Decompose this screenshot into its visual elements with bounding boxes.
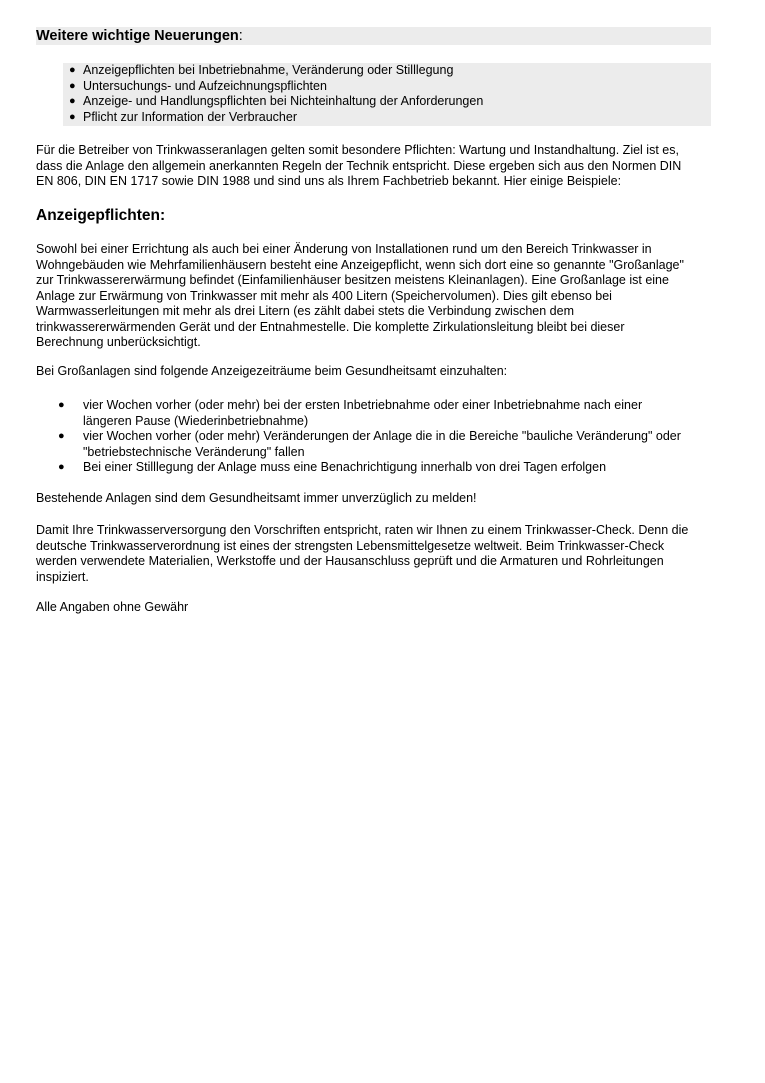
bullet-icon: ● <box>58 461 65 473</box>
page-heading-colon: : <box>238 28 243 44</box>
list-item: ● Bei einer Stilllegung der Anlage muss eine Benachrichtigung innerhalb von drei Tagen erfolgen <box>58 460 607 474</box>
list-item: ● Untersuchungs- und Aufzeichnungspflichten <box>69 78 327 93</box>
periods-list <box>36 398 716 476</box>
list-item: ● Anzeige- und Handlungspflichten bei Nichteinhaltung der Anforderungen <box>69 94 484 108</box>
list-item: ● Anzeigepflichten bei Inbetriebnahme, Veränderung oder Stilllegung <box>69 63 454 77</box>
section-title: Anzeigepflichten: <box>36 207 166 224</box>
bullet-icon: ● <box>58 430 65 442</box>
intro-paragraph: Für die Betreiber von Trinkwasseranlagen gelten somit besondere Pflichten: Wartung und Instandhaltung. Ziel ist es, dass die Anlage den allgemein anerkannten Regeln der Technik entspricht. Diese ergeben sich aus den Normen DIN EN 806, DIN EN 1717 sowie DIN 1988 und sind uns als Ihrem Fachbetrieb bekannt. Hier einige Beispiele: <box>36 143 682 188</box>
disclaimer: Alle Angaben ohne Gewähr <box>36 600 189 614</box>
bullet-icon: ● <box>69 64 76 76</box>
page-heading <box>36 27 711 45</box>
list-item: ● vier Wochen vorher (oder mehr) Veränderungen der Anlage die in die Bereiche "bauliche Veränderung" oder "betriebstechnische Veränderung" fallen <box>58 429 681 459</box>
page-heading-text: Weitere wichtige Neuerungen <box>36 28 239 44</box>
section-paragraph: Sowohl bei einer Errichtung als auch bei einer Änderung von Installationen rund um den Bereich Trinkwasser in Wohngebäuden wie Mehrfamilienhäusern besteht eine Anzeigepflicht, wenn sich dort eine so genannte "Großanlage" zur Trinkwassererwärmung befindet (Einfamilienhäuser besitzen meistens Kleinanlagen). Eine Großanlage ist eine Anlage zur Erwärmung von Trinkwasser mit mehr als 400 Litern (Speichervolumen). Dies gilt ebenso bei Warmwasserleitungen mit mehr als drei Litern (es zählt dabei stets die Verbindung zwischen dem trinkwassererwärmenden Gerät und der Entnahmestelle. Die komplette Zirkulationsleitung bleibt bei dieser Berechnung unberücksichtigt. <box>36 242 684 349</box>
check-paragraph: Damit Ihre Trinkwasserversorgung den Vorschriften entspricht, raten wir Ihnen zu einem Trinkwasser-Check. Denn die deutsche Trinkwasserverordnung ist eines der strengsten Lebensmittelgesetze weltweit. Beim Trinkwasser-Check werden verwendete Materialien, Werkstoffe und der Hausanschluss geprüft und die Armaturen und Rohrleitungen inspiziert. <box>36 523 689 584</box>
list-item: ● Pflicht zur Information der Verbraucher <box>69 109 297 124</box>
existing-note: Bestehende Anlagen sind dem Gesundheitsamt immer unverzüglich zu melden! <box>36 491 477 505</box>
bullet-icon: ● <box>69 110 76 123</box>
periods-intro: Bei Großanlagen sind folgende Anzeigezeiträume beim Gesundheitsamt einzuhalten: <box>36 364 508 378</box>
bullet-icon: ● <box>69 95 76 107</box>
bullet-icon: ● <box>69 79 76 92</box>
summary-list <box>63 63 711 126</box>
bullet-icon: ● <box>58 399 65 411</box>
list-item: ● vier Wochen vorher (oder mehr) bei der ersten Inbetriebnahme oder einer Inbetriebnahme nach einer längeren Pause (Wiederinbetriebnahme) <box>58 398 643 428</box>
